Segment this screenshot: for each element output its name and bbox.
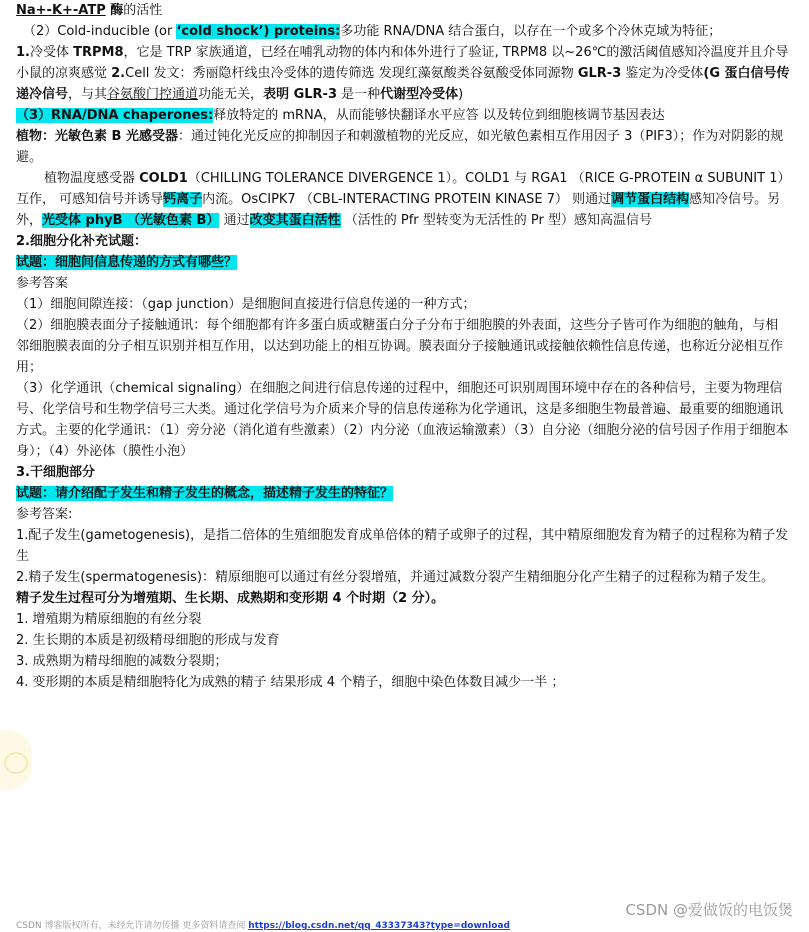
section3-question: 试题：请介绍配子发生和精子发生的概念，描述精子发生的特征？ <box>16 486 394 501</box>
section2-item-2: （2）细胞膜表面分子接触通讯：每个细胞都有许多蛋白质或糖蛋白分子分布于细胞膜的外表面，这些分子皆可作为细胞的触角，与相邻细胞膜表面的分子相互识别并相互作用，以达到功能上的相互协调。膜表面分子接触通讯或接触依赖性信息传递，也称近分泌相互作用； <box>16 318 784 375</box>
highlight-protein-structure: 调节蛋白结构 <box>611 192 690 207</box>
highlight-protein-activity: 改变其蛋白活性 <box>249 213 341 228</box>
section2-item-3: （3）化学通讯（chemical signaling）在细胞之间进行信息传递的过程中，细胞还可识别周围环境中存在的各种信号，主要为物理信号、化学信号和生物学信号三大类。通过化学信号为介质来介导的信息传递称为化学通讯，这是多细胞生物最普遍、最重要的细胞通讯方式。主要的化学通讯：（1）旁分泌（消化道有些激素）（2）内分泌（血液运输激素）（3）自分泌（细胞分泌的信号因子作用于细胞本身）；（4）外泌体（膜性小泡） <box>16 381 789 459</box>
section2-title: 2.细胞分化补充试题： <box>16 234 147 249</box>
footer-note: CSDN 博客版权所有，未经允许请勿传播 更多资料请查阅 https://blog.csdn.net/qq_43337343?type=download <box>16 921 510 931</box>
document-page <box>16 0 791 693</box>
stage-item: 4. 变形期的本质是精细胞特化为成熟的精子 结果形成 4 个精子，细胞中染色体数目减少一半 ； <box>16 675 565 690</box>
stage-item: 3. 成熟期为精母细胞的减数分裂期； <box>16 654 228 669</box>
stage-item: 2. 生长期的本质是初级精母细胞的形成与发育 <box>16 633 280 648</box>
download-link[interactable]: https://blog.csdn.net/qq_43337343?type=download <box>248 921 510 931</box>
highlight-calcium: 钙离子 <box>163 192 203 207</box>
plant-photoreceptor-paragraph: 植物：光敏色素 B 光感受器：通过钝化光反应的抑制因子和刺激植物的光反应，如光敏色素相互作用因子 3（PIF3）；作为对阴影的规避。 <box>16 129 784 165</box>
highlight-chaperones: （3）RNA/DNA chaperones: <box>16 108 214 123</box>
gametogenesis-definition: 1.配子发生(gametogenesis)，是指二倍体的生殖细胞发育成单倍体的精子或卵子的过程，其中精原细胞发育为精子的过程称为精子发生 <box>16 528 789 564</box>
section3-title: 3.干细胞部分 <box>16 465 95 480</box>
decorative-ring-shape <box>4 752 28 774</box>
stages-title: 精子发生过程可分为增殖期、生长期、成熟期和变形期 4 个时期（2 分）。 <box>16 591 445 606</box>
stage-item: 1. 增殖期为精原细胞的有丝分裂 <box>16 612 202 627</box>
top-heading: Na+-K+-ATP 酶的活性 <box>16 3 163 18</box>
spermatogenesis-definition: 2.精子发生(spermatogenesis)：精原细胞可以通过有丝分裂增殖，并通过减数分裂产生精细胞分化产生精子的过程称为精子发生。 <box>16 570 775 585</box>
section2-question: 试题：细胞间信息传递的方式有哪些？ <box>16 255 238 270</box>
csdn-watermark: CSDN @爱做饭的电饭煲 <box>625 901 793 919</box>
highlight-cold-shock: ‘cold shock’) proteins: <box>176 24 341 39</box>
section2-reference-label: 参考答案 <box>16 276 69 291</box>
cold-receptor-paragraph: 1.冷受体 TRPM8，它是 TRP 家族通道，已经在哺乳动物的体内和体外进行了验证, TRPM8 以~26℃的激活阈值感知冷温度并且介导小鼠的凉爽感觉 2.Cell 发文：秀丽隐杆线虫冷受体的遗传筛选 发现红藻氨酸类谷氨酸受体同源物 GLR-3 鉴定为冷受体(G 蛋白信号传递冷信号，与其谷氨酸门控通道功能无关，表明 GLR-3 是一种代谢型冷受体) <box>16 45 790 102</box>
cold-inducible-line: （2）Cold-inducible (or ‘cold shock’) proteins:多功能 RNA/DNA 结合蛋白，以存在一个或多个冷休克域为特征； <box>23 24 722 39</box>
plant-temperature-sensor-paragraph: 植物温度感受器 COLD1（CHILLING TOLERANCE DIVERGENCE 1）。COLD1 与 RGA1 （RICE G-PROTEIN α SUBUNIT 1） 互作， 可感知信号并诱导钙离子内流。OsCIPK7 （CBL-INTERACTING PROTEIN KINASE 7） 则通过调节蛋白结构感知冷信号。另外，光受体 phyB （光敏色素 B） 通过改变其蛋白活性 （活性的 Pfr 型转变为无活性的 Pr 型）感知高温信号 <box>16 171 791 228</box>
chaperones-line: （3）RNA/DNA chaperones:释放特定的 mRNA，从而能够快翻译水平应答 以及转位到细胞核调节基因表达 <box>16 108 665 123</box>
highlight-phyb: 光受体 phyB （光敏色素 B） <box>42 213 220 228</box>
section2-item-1: （1）细胞间隙连接：（gap junction）是细胞间直接进行信息传递的一种方式； <box>16 297 476 312</box>
section3-reference-label: 参考答案: <box>16 507 73 522</box>
